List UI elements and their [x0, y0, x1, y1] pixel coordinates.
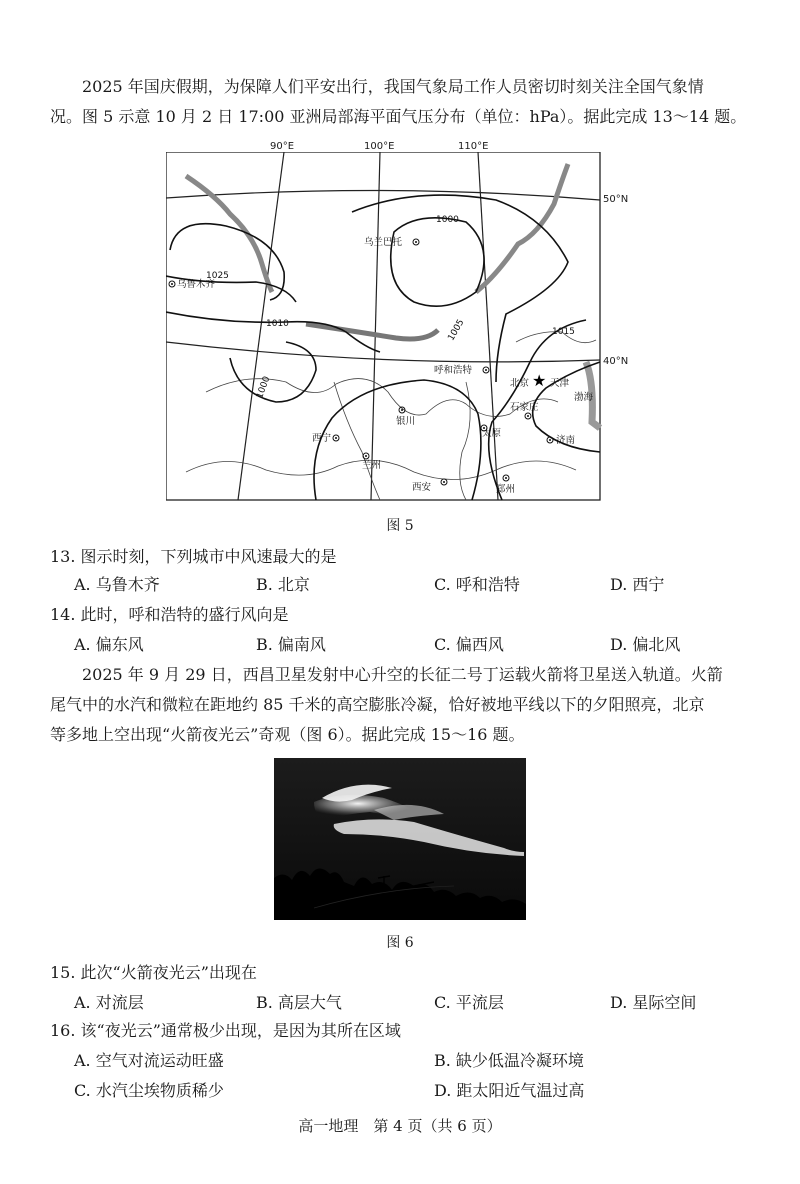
- intro1-line1: 2025 年国庆假期，为保障人们平安出行，我国气象局工作人员密切时刻关注全国气象情: [82, 77, 704, 96]
- lat-40-label: 40°N: [603, 356, 629, 367]
- q15-option-d[interactable]: D. 星际空间: [610, 993, 697, 1012]
- svg-text:乌鲁木齐: 乌鲁木齐: [177, 279, 216, 290]
- figure5-map: [166, 152, 606, 506]
- q14-option-a[interactable]: A. 偏东风: [74, 635, 144, 654]
- svg-text:太原: 太原: [482, 428, 502, 439]
- q15-option-c[interactable]: C. 平流层: [434, 993, 504, 1012]
- q13-option-b[interactable]: B. 北京: [256, 575, 310, 594]
- svg-text:北京: 北京: [510, 378, 530, 389]
- q16-stem: 16. 该“夜光云”通常极少出现，是因为其所在区域: [50, 1021, 401, 1040]
- figure6-photo: [274, 758, 526, 924]
- q14-option-d[interactable]: D. 偏北风: [610, 635, 681, 654]
- isobar-1000-south: 1000: [255, 375, 273, 401]
- svg-text:呼和浩特: 呼和浩特: [434, 365, 473, 376]
- q16-option-c[interactable]: C. 水汽尘埃物质稀少: [74, 1081, 224, 1100]
- q16-option-d[interactable]: D. 距太阳近气温过高: [434, 1081, 585, 1100]
- city-taiyuan: [481, 425, 502, 439]
- isobar-1000-north: 1000: [436, 215, 459, 225]
- svg-text:石家庄: 石家庄: [510, 402, 539, 413]
- intro1-line2: 况。图 5 示意 10 月 2 日 17:00 亚洲局部海平面气压分布（单位：hPa）。据此完成 13～14 题。: [50, 107, 747, 126]
- svg-text:济南: 济南: [556, 435, 576, 446]
- svg-text:★: ★: [532, 371, 547, 390]
- q15-stem: 15. 此次“火箭夜光云”出现在: [50, 963, 257, 982]
- svg-text:乌兰巴托: 乌兰巴托: [364, 237, 403, 248]
- q14-option-c[interactable]: C. 偏西风: [434, 635, 504, 654]
- svg-text:天津: 天津: [550, 378, 570, 389]
- svg-text:兰州: 兰州: [362, 460, 382, 471]
- isobar-1010: 1010: [266, 319, 289, 329]
- q13-option-d[interactable]: D. 西宁: [610, 575, 665, 594]
- q16-option-a[interactable]: A. 空气对流运动旺盛: [74, 1051, 224, 1070]
- svg-text:银川: 银川: [396, 416, 416, 427]
- q14-option-b[interactable]: B. 偏南风: [256, 635, 326, 654]
- q16-option-b[interactable]: B. 缺少低温冷凝环境: [434, 1051, 584, 1070]
- intro2-line3: 等多地上空出现“火箭夜光云”奇观（图 6）。据此完成 15～16 题。: [50, 725, 525, 744]
- isobar-1025: 1025: [206, 271, 229, 281]
- q14-stem: 14. 此时，呼和浩特的盛行风向是: [50, 605, 289, 624]
- isobar-1015: 1015: [552, 327, 575, 337]
- q13-stem: 13. 图示时刻，下列城市中风速最大的是: [50, 547, 337, 566]
- figure6-caption: 图 6: [386, 935, 414, 951]
- lon-110-label: 110°E: [458, 141, 489, 152]
- page-footer: 高一地理 第 4 页（共 6 页）: [298, 1117, 502, 1135]
- isobar-1005: 1005: [446, 317, 467, 343]
- svg-text:西安: 西安: [412, 482, 432, 493]
- q15-option-a[interactable]: A. 对流层: [74, 993, 144, 1012]
- figure5-caption: 图 5: [386, 518, 414, 534]
- lat-50-label: 50°N: [603, 194, 629, 205]
- intro2-line1: 2025 年 9 月 29 日，西昌卫星发射中心升空的长征二号丁运载火箭将卫星送入轨道。火箭: [82, 665, 723, 684]
- q13-option-a[interactable]: A. 乌鲁木齐: [74, 575, 160, 594]
- q15-option-b[interactable]: B. 高层大气: [256, 993, 342, 1012]
- lon-90-label: 90°E: [270, 141, 295, 152]
- svg-text:郑州: 郑州: [496, 484, 516, 495]
- label-bohai: 渤海: [574, 392, 594, 403]
- q13-option-c[interactable]: C. 呼和浩特: [434, 575, 520, 594]
- lon-100-label: 100°E: [364, 141, 395, 152]
- intro2-line2: 尾气中的水汽和微粒在距地约 85 千米的高空膨胀冷凝，恰好被地平线以下的夕阳照亮，北京: [50, 695, 705, 714]
- svg-text:西宁: 西宁: [312, 433, 332, 444]
